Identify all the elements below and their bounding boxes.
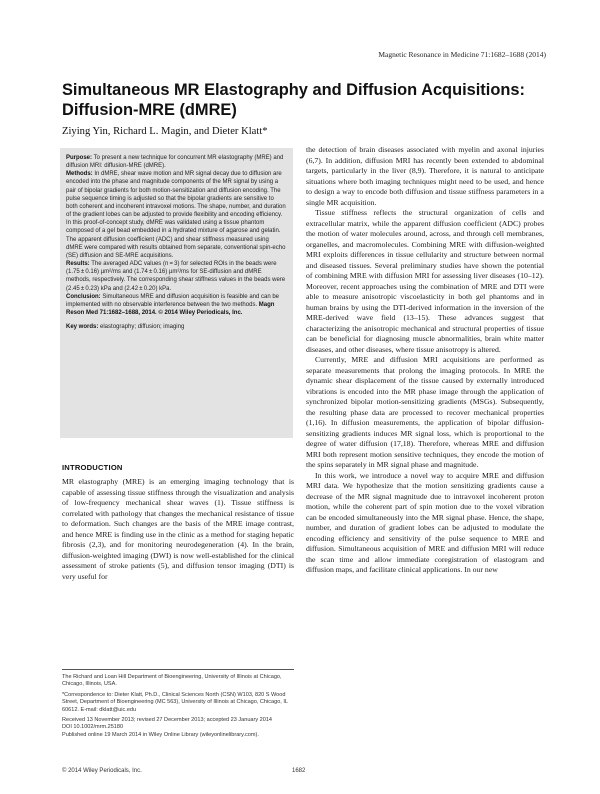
purpose-text: To present a new technique for concurrent MR elastography (MRE) and diffusion MRI: diffusion-MRE (dMRE). (66, 155, 284, 170)
right-column-body (306, 145, 544, 576)
results-text: The averaged ADC values (n = 3) for selected ROIs in the beads were (1.75 ± 0.16) µm²/ms and (1.74 ± 0.16) µm²/ms for SE-diffusion and dMRE methods, respectively. The corresponding shear stiffness values in the beads were (2.45 ± 0.23) kPa and (2.42 ± 0.20) kPa. (66, 261, 286, 292)
abstract-methods (66, 170, 287, 260)
footnote-divider (62, 669, 294, 670)
journal-citation: Magnetic Resonance in Medicine 71:1682–1688 (2014) (378, 50, 546, 59)
purpose-label: Purpose: (66, 155, 93, 161)
footnotes (62, 674, 296, 742)
author-list: Ziying Yin, Richard L. Magin, and Dieter Klatt* (62, 126, 268, 137)
abstract-conclusion (66, 293, 287, 317)
footnote-received: Received 13 November 2013; revised 27 December 2013; accepted 23 January 2014 (62, 717, 272, 724)
conclusion-text: Simultaneous MRE and diffusion acquisition is feasible and can be implemented with no observable interference between the two methods. (66, 293, 280, 308)
keywords-text: elastography; diffusion; imaging (100, 324, 185, 331)
page-number: 1682 (292, 768, 306, 774)
results-label: Results: (66, 261, 90, 268)
body-paragraph: Tissue stiffness reflects the structural organization of cells and extracellular matrix, while the apparent diffusion coefficient (ADC) probes the motion of water molecules around, across, and through cell membranes, organelles, and macromolecules. Combining MRE with diffusion-weighted MRI exploits differences in tissue cellularity and structure between normal and diseased tissues. Several preliminary studies have shown the potential of combining MRE with diffusion MRI for assessing liver diseases (10–12). Moreover, recent approaches using the combination of MRE and DTI were able to measure anisotropic viscoelasticity in both gel phantoms and in human brains by using the DTI-derived information in the inversion of the MRE-derived wave field (13–15). These advances suggest that characterizing the anisotropic mechanical and structural properties of tissue can be beneficial for diagnosing muscle abnormalities, brain white matter diseases, and other diseases, where tissue anisotropy is altered. (306, 208, 544, 354)
introduction-heading: INTRODUCTION (62, 463, 123, 472)
methods-label: Methods: (66, 171, 93, 178)
abstract-purpose (66, 154, 287, 170)
abstract-results (66, 260, 287, 293)
abstract-citation: Magn Reson Med 71:1682–1688, 2014. © 2014 Wiley Periodicals, Inc. (66, 301, 275, 316)
methods-text: In dMRE, shear wave motion and MR signal decay due to diffusion are encoded into the phase and magnitude components of the MR signal by using a pair of bipolar gradients for both motion-sensitization and diffusion encoding. The pulse sequence timing is adjusted so that the bipolar gradients are sensitive to both coherent and incoherent intravoxel motions. The shape, number, and duration of the gradient lobes can be adjusted to provide flexibility and encoding efficiency. In this proof-of-concept study, dMRE was validated using a tissue phantom composed of a gel bead embedded in a hydrated mixture of agarose and gelatin. The apparent diffusion coefficient (ADC) and shear stiffness measured using dMRE were compared with results obtained from separate, conventional spin-echo (SE) diffusion and SE-MRE acquisitions. (66, 171, 286, 259)
copyright-notice: © 2014 Wiley Periodicals, Inc. (62, 768, 142, 774)
body-paragraph: MR elastography (MRE) is an emerging imaging technology that is capable of assessing tissue stiffness through the visualization and analysis of low-frequency mechanical shear waves (1). Tissue stiffness is correlated with pathology that changes the mechanical resistance of tissue to deformation. Such changes are the basis of the MRE image contrast, and hence MRE is finding use in the clinic as a method for staging hepatic fibrosis (2,3), and for monitoring neurodegeneration (4). In the brain, diffusion-weighted imaging (DWI) is now well-established for the clinical assessment of stroke patients (5), and diffusion tensor imaging (DTI) is very useful for (62, 477, 294, 581)
conclusion-label: Conclusion: (66, 293, 101, 300)
abstract-box (60, 148, 293, 438)
footnote-published: Published online 19 March 2014 in Wiley Online Library (wileyonlinelibrary.com). (62, 731, 259, 738)
body-paragraph: Currently, MRE and diffusion MRI acquisitions are performed as separate measurements that prolong the imaging protocols. In MRE the dynamic shear displacement of the tissue caused by externally introduced vibrations is encoded into the MR phase image through the application of synchronized bipolar motion-sensitizing gradients (MSGs). Subsequently, the resulting phase data are processed to recover mechanical properties (1,16). In diffusion measurements, the application of bipolar diffusion-sensitizing gradients induces MR signal loss, which is proportional to the degree of water diffusion (17,18). Therefore, whereas MRE and diffusion MRI both represent motion sensitive techniques, they encode the motion of the spins separately in MR signal phase and magnitude. (306, 355, 544, 469)
keywords-label: Key words: (66, 324, 99, 331)
body-paragraph: In this work, we introduce a novel way to acquire MRE and diffusion MRI data. We hypothesize that the motion sensitizing gradients cause a decrease of the MR signal magnitude due to intravoxel incoherent proton motion, while the coherent part of spin motion due to the voxel vibration can be encoded simultaneously into the MR signal phase. Hence, the shape, number, and duration of gradient lobes can be adjusted to modulate the encoding efficiency and sensitivity of the pulse sequence to MRE and diffusion. Simultaneous acquisition of MRE and diffusion MRI will reduce the scan time and allow immediate coregistration of elastogram and diffusion maps, and facilitate clinical applications. In our new (306, 470, 544, 574)
left-column-body (62, 477, 294, 582)
body-paragraph: the detection of brain diseases associated with myelin and axonal injuries (6,7). In addition, diffusion MRI has recently been extended to abdominal targets, particularly in the liver (8,9). Therefore, it is natural to anticipate situations where both imaging techniques might need to be used, and hence to design a way to encode both diffusion and tissue stiffness parameters in a single MR acquisition. (306, 145, 544, 207)
footnote-correspondence: *Correspondence to: Dieter Klatt, Ph.D., Clinical Sciences North (CSN) W103, 820 S Wood Street, Department of Bioengineering (MC 563), University of Illinois at Chicago, Chicago, IL 60612. E-mail: dklatt@uic.edu (62, 691, 288, 713)
footnote-doi: DOI 10.1002/mrm.25180 (62, 724, 124, 731)
abstract-keywords (66, 323, 287, 331)
article-title: Simultaneous MR Elastography and Diffusion Acquisitions: Diffusion-MRE (dMRE) (62, 81, 525, 119)
footnote-affiliation: The Richard and Loan Hill Department of Bioengineering, University of Illinois at Chicago, Chicago, Illinois, USA. (62, 674, 282, 688)
